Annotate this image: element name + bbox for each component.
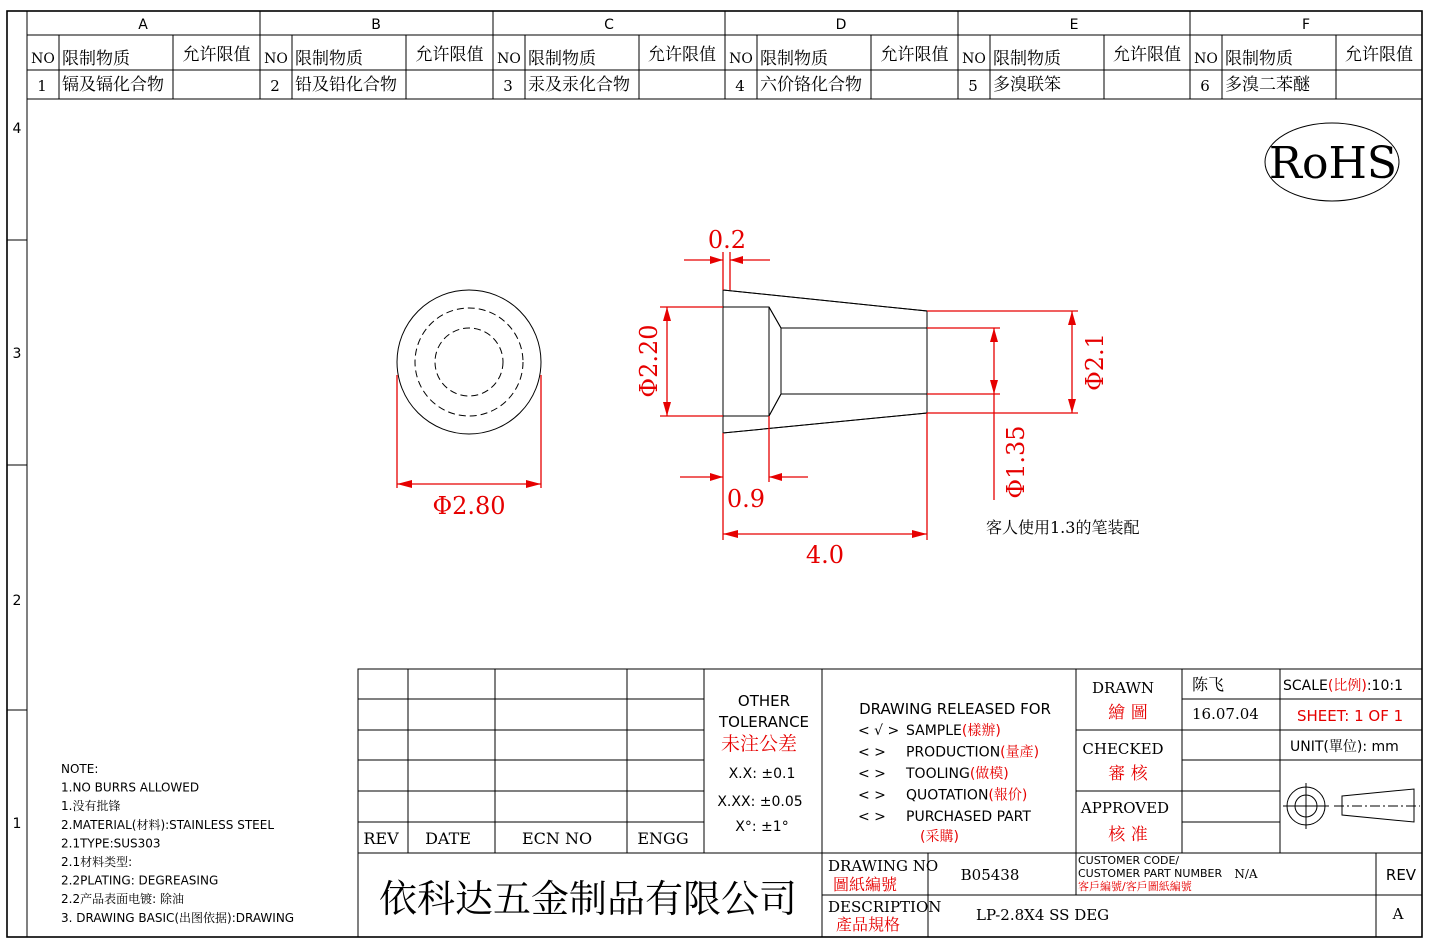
row-number: 3	[12, 346, 22, 362]
counterbore-depth-label: 0.9	[726, 485, 766, 513]
substance-no: 2	[270, 77, 280, 95]
tolerance-title-2: TOLERANCE	[718, 713, 810, 731]
sheet-label: SHEET: 1 OF 1	[1297, 707, 1404, 725]
zone-letter: E	[1069, 17, 1079, 33]
tolerance-angle: X°: ±1°	[735, 819, 789, 835]
release-item-cn: (采購)	[920, 829, 959, 845]
drawing-no-value: B05438	[960, 866, 1020, 884]
substances-header-name: 限制物质	[62, 49, 130, 69]
approved-label: APPROVED	[1080, 799, 1170, 817]
drawn-label-cn: 繪 圖	[1108, 703, 1148, 723]
hole-dia-label: Φ1.35	[1002, 425, 1030, 499]
substances-header-limit: 允许限值	[415, 45, 484, 65]
note-line: 2.1TYPE:SUS303	[61, 836, 161, 851]
substances-header-no: NO	[497, 51, 521, 67]
release-title: DRAWING RELEASED FOR	[859, 700, 1051, 718]
tolerance-xx: X.X: ±0.1	[728, 766, 796, 782]
substances-header-name: 限制物质	[993, 49, 1061, 69]
drawing-no-label: DRAWING NO	[828, 857, 939, 875]
tolerance-title-cn: 未注公差	[720, 733, 798, 755]
substance-no: 5	[968, 77, 978, 95]
scale-label: SCALE(比例):10:1	[1283, 678, 1403, 694]
checked-label: CHECKED	[1082, 740, 1164, 758]
row-number: 1	[12, 816, 22, 832]
description-label: DESCRIPTION	[828, 898, 942, 916]
release-checkbox: < >	[858, 766, 886, 782]
approved-label-cn: 核 准	[1108, 825, 1148, 845]
note-line: 1.NO BURRS ALLOWED	[61, 780, 200, 795]
zone-letter: F	[1301, 17, 1311, 33]
wall-dim-label: 0.2	[707, 226, 747, 254]
length-label: 4.0	[805, 541, 845, 569]
zone-letters	[138, 17, 1310, 33]
rev-header: REV	[363, 829, 399, 848]
release-item: PRODUCTION(量產)	[906, 744, 1040, 761]
customer-code-value: N/A	[1234, 867, 1258, 881]
title-block	[358, 669, 1422, 937]
note-line: 2.1材料类型:	[61, 855, 133, 869]
substances-header-no: NO	[962, 51, 986, 67]
end-dia-label: Φ2.1	[1081, 333, 1109, 391]
release-checkbox: < >	[858, 744, 886, 761]
note-line: 1.没有批锋	[61, 799, 121, 814]
checked-label-cn: 審 核	[1108, 764, 1148, 784]
substances-header-limit: 允许限值	[182, 45, 251, 65]
substances-header-name: 限制物质	[528, 49, 596, 69]
substances-header-no: NO	[31, 51, 55, 67]
customer-note: 客人使用1.3的笔装配	[986, 518, 1140, 537]
substances-header-no: NO	[1194, 51, 1218, 67]
substances-header-limit: 允许限值	[1113, 45, 1181, 65]
description-label-cn: 產品規格	[836, 915, 901, 934]
row-number: 2	[12, 593, 22, 609]
row-numbers	[13, 121, 22, 832]
customer-part-label: CUSTOMER PART NUMBER	[1078, 867, 1223, 880]
row-number: 4	[12, 121, 22, 137]
drawn-date: 16.07.04	[1192, 705, 1259, 723]
note-line: 2.2产品表面电镀: 除油	[61, 892, 184, 907]
rohs-label: RoHS	[1268, 138, 1398, 189]
zone-letter: D	[835, 17, 847, 33]
ecn-header: ECN NO	[521, 829, 593, 848]
zone-letter: C	[604, 17, 614, 33]
drawing-no-label-cn: 圖紙編號	[833, 875, 898, 894]
outer-frame	[7, 11, 1422, 937]
substance-no: 4	[735, 77, 745, 95]
drawn-label: DRAWN	[1091, 679, 1155, 697]
substances-header-name: 限制物质	[760, 49, 828, 69]
note-line: 2.MATERIAL(材料):STAINLESS STEEL	[61, 817, 275, 832]
zone-letter: A	[138, 17, 148, 33]
engg-header: ENGG	[637, 829, 689, 848]
release-checkbox: < >	[858, 787, 886, 804]
customer-code-label: CUSTOMER CODE/	[1078, 854, 1180, 867]
release-checkbox: < >	[858, 809, 886, 825]
substance-no: 3	[503, 77, 513, 95]
rev-block-value: A	[1392, 905, 1404, 923]
front-view	[397, 290, 541, 520]
tolerance-xxx: X.XX: ±0.05	[717, 794, 803, 810]
unit-label: UNIT(單位): mm	[1290, 739, 1399, 755]
substances-header-limit: 允许限值	[880, 45, 949, 65]
projection-symbol	[1283, 783, 1420, 829]
substance-name: 铅及铅化合物	[295, 75, 397, 95]
description-value: LP-2.8X4 SS DEG	[976, 906, 1110, 924]
substance-name: 多溴二苯醚	[1225, 75, 1310, 95]
release-item: SAMPLE(樣辦)	[906, 723, 1001, 739]
substances-header-name: 限制物质	[1225, 49, 1293, 69]
bore-dia-label: Φ2.20	[635, 324, 663, 398]
date-header: DATE	[425, 829, 471, 848]
note-line: 2.2PLATING: DEGREASING	[61, 873, 219, 888]
release-checkbox: < √ >	[858, 723, 900, 739]
substances-header-limit: 允许限值	[1345, 45, 1413, 65]
note-line: 3. DRAWING BASIC(出图依据):DRAWING	[61, 910, 295, 925]
zone-letter: B	[371, 17, 381, 33]
substance-name: 镉及镉化合物	[62, 75, 164, 95]
substance-name: 汞及汞化合物	[528, 75, 630, 95]
substances-header-no: NO	[729, 51, 753, 67]
notes-title: NOTE:	[61, 762, 99, 776]
outer-dia-label: Φ2.80	[432, 492, 506, 520]
customer-code-label-cn: 客戶編號/客戶圖紙編號	[1078, 880, 1192, 893]
notes-block	[61, 762, 294, 925]
company-name: 依科达五金制品有限公司	[378, 877, 798, 921]
tolerance-title: OTHER	[737, 692, 791, 710]
release-item: PURCHASED PART	[906, 809, 1031, 825]
rohs-mark	[1265, 123, 1399, 201]
substance-no: 1	[37, 77, 47, 95]
release-item: QUOTATION(報价)	[906, 787, 1028, 804]
drawn-by: 陈飞	[1192, 675, 1225, 694]
substance-no: 6	[1200, 77, 1210, 95]
substance-name: 六价铬化合物	[760, 75, 862, 95]
rev-block-label: REV	[1385, 866, 1417, 884]
substances-header-no: NO	[264, 51, 288, 67]
substances-header-name: 限制物质	[295, 49, 363, 69]
substance-name: 多溴联笨	[993, 75, 1061, 95]
release-item: TOOLING(做模)	[906, 766, 1009, 782]
substances-header-limit: 允许限值	[648, 45, 716, 65]
section-view	[635, 226, 1139, 569]
